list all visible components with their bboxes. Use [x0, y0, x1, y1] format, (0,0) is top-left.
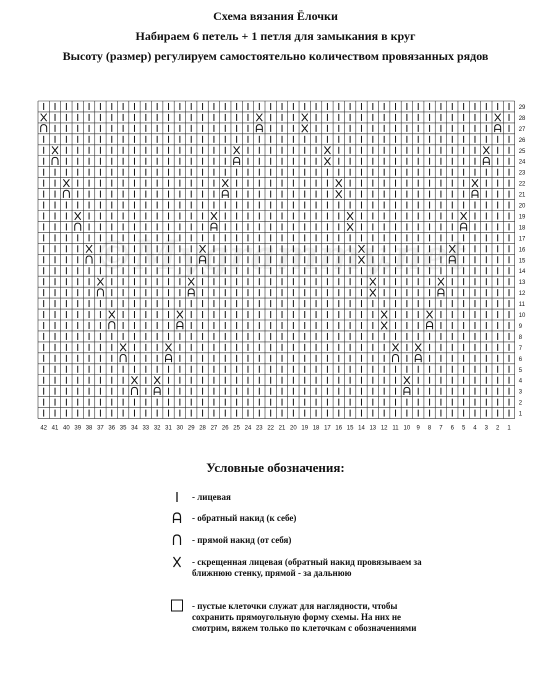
yarn-over-back: [495, 125, 501, 133]
row-label: 29: [518, 104, 526, 111]
twisted-stitch: [472, 179, 478, 187]
row-label: 1: [518, 411, 523, 418]
twisted-stitch: [256, 114, 262, 122]
yarn-over-front: [75, 223, 81, 231]
row-label: 17: [518, 236, 526, 243]
column-label: 8: [427, 425, 432, 432]
row-label: 9: [518, 323, 523, 330]
twisted-stitch: [438, 278, 444, 286]
row-label: 25: [518, 148, 526, 155]
column-label: 4: [473, 425, 477, 432]
column-label: 6: [450, 425, 454, 432]
column-label: 36: [108, 425, 116, 432]
row-label: 11: [518, 302, 525, 309]
yarn-over-back: [234, 157, 240, 165]
yarn-over-front: [63, 190, 69, 198]
column-label: 20: [290, 425, 297, 432]
twisted-stitch: [188, 278, 194, 286]
twisted-stitch: [154, 376, 160, 384]
yarn-over-back: [438, 289, 444, 297]
twisted-stitch: [370, 278, 376, 286]
row-label: 14: [518, 269, 526, 276]
column-label: 1: [507, 425, 511, 432]
yarn-over-front: [41, 125, 47, 133]
column-label: 18: [312, 425, 320, 432]
column-label: 5: [461, 425, 466, 432]
row-label: 26: [518, 137, 526, 144]
column-label: 27: [210, 425, 218, 432]
row-label: 2: [518, 400, 523, 407]
watermark: ©Mygrammy.net: [93, 232, 467, 279]
row-label: 7: [518, 345, 523, 352]
row-label: 22: [518, 181, 526, 188]
yarn-over-front: [393, 355, 399, 363]
column-label: 41: [51, 425, 59, 432]
column-label: 3: [484, 425, 488, 432]
yarn-over-front: [120, 355, 126, 363]
twisted-stitch: [381, 322, 387, 330]
twisted-stitch: [336, 190, 342, 198]
column-label: 21: [278, 425, 286, 432]
twisted-stitch: [234, 146, 240, 154]
twisted-stitch: [415, 344, 421, 352]
legend-text: - прямой накид (от себя): [192, 535, 292, 545]
twisted-stitch: [381, 311, 387, 319]
row-label: 18: [518, 225, 526, 232]
column-label: 25: [233, 425, 240, 432]
column-label: 26: [221, 425, 229, 432]
yarn-over-front: [52, 157, 58, 165]
yarn-over-back: [461, 223, 467, 231]
legend-heading: Условные обозначения:: [206, 460, 345, 475]
twisted-stitch: [120, 344, 126, 352]
column-label: 12: [380, 425, 388, 432]
row-label: 3: [518, 389, 523, 396]
row-label: 8: [518, 334, 523, 341]
row-label: 4: [518, 378, 523, 385]
yarn-over-back: [427, 322, 433, 330]
yarn-over-back: [188, 289, 194, 297]
column-label: 11: [392, 425, 399, 432]
empty-cell-icon: [170, 598, 184, 614]
twisted-stitch: [483, 146, 489, 154]
twisted-stitch: [166, 344, 172, 352]
yarn-over-back: [256, 125, 262, 133]
twisted-stitch: [211, 212, 217, 220]
twisted-stitch: [393, 344, 399, 352]
twisted-stitch: [324, 146, 330, 154]
column-label: 16: [335, 425, 343, 432]
row-label: 6: [518, 356, 523, 363]
column-label: 29: [187, 425, 195, 432]
yarn-over-front: [109, 322, 115, 330]
column-label: 7: [439, 425, 443, 432]
column-label: 32: [153, 425, 161, 432]
yarn-over-back: [222, 190, 228, 198]
yarn-over-back: [154, 387, 160, 395]
yarn-over-back: [472, 190, 478, 198]
height-instruction: Высоту (размер) регулируем самостоятельно количеством провязанных рядов: [62, 49, 489, 63]
column-label: 15: [346, 425, 354, 432]
twisted-stitch: [347, 223, 353, 231]
column-label: 31: [165, 425, 172, 432]
twisted-stitch: [404, 376, 410, 384]
twisted-stitch: [495, 114, 501, 122]
twisted-stitch: [222, 179, 228, 187]
twisted-stitch: [461, 212, 467, 220]
cast-on-instruction: Набираем 6 петель + 1 петля для замыкания в круг: [135, 29, 416, 43]
twisted-stitch: [302, 125, 308, 133]
row-label: 27: [518, 126, 526, 133]
twisted-stitch: [131, 376, 137, 384]
row-label: 10: [518, 313, 526, 320]
knit-stitch-icon: [170, 489, 184, 505]
row-label: 19: [518, 214, 526, 221]
yarn-over-front: [131, 387, 137, 395]
twisted-stitch: [109, 311, 115, 319]
row-label: 28: [518, 115, 526, 122]
legend-text: - скрещенная лицевая (обратный накид провязываем за ближнюю стенку, прямой - за дальнюю: [192, 557, 422, 578]
column-label: 24: [244, 425, 252, 432]
column-label: 19: [301, 425, 309, 432]
twisted-stitch: [370, 289, 376, 297]
column-label: 10: [403, 425, 411, 432]
column-label: 13: [369, 425, 377, 432]
row-label: 20: [518, 203, 526, 210]
legend-text: - обратный накид (к себе): [192, 513, 297, 523]
column-label: 40: [63, 425, 70, 432]
legend-text: - лицевая: [192, 492, 231, 502]
column-label: 30: [176, 425, 184, 432]
column-label: 35: [119, 425, 127, 432]
twisted-stitch: [177, 311, 183, 319]
twisted-stitch: [63, 179, 69, 187]
column-label: 23: [255, 425, 263, 432]
row-label: 12: [518, 291, 526, 298]
twisted-stitch: [324, 157, 330, 165]
twisted-stitch: [41, 114, 47, 122]
yarn-over-back: [404, 387, 410, 395]
row-label: 23: [518, 170, 526, 177]
twisted-stitch: [52, 146, 58, 154]
column-label: 14: [358, 425, 365, 432]
twisted-stitch: [97, 278, 103, 286]
yarn-over-back: [415, 355, 421, 363]
twisted-stitch: [302, 114, 308, 122]
yarn-over-back: [211, 223, 217, 231]
column-label: 42: [40, 425, 48, 432]
yarn-over-front: [97, 289, 103, 297]
column-label: 28: [199, 425, 206, 432]
yarn-over-front-icon: [170, 532, 184, 548]
column-label: 9: [416, 425, 420, 432]
row-label: 13: [518, 280, 526, 287]
column-label: 34: [131, 425, 138, 432]
chart-title: Схема вязания Ёлочки: [213, 9, 338, 23]
yarn-over-back: [483, 157, 489, 165]
twisted-stitch: [336, 179, 342, 187]
yarn-over-back-icon: [170, 510, 184, 526]
twisted-stitch: [347, 212, 353, 220]
row-label: 16: [518, 247, 526, 254]
twisted-knit-icon: [170, 554, 184, 570]
row-label: 21: [518, 192, 526, 199]
yarn-over-back: [177, 322, 183, 330]
column-label: 22: [267, 425, 275, 432]
row-label: 15: [518, 258, 526, 265]
column-label: 37: [97, 425, 104, 432]
twisted-stitch: [75, 212, 81, 220]
column-label: 2: [496, 425, 500, 432]
row-label: 5: [518, 367, 523, 374]
column-label: 17: [324, 425, 331, 432]
row-label: 24: [518, 159, 526, 166]
yarn-over-back: [166, 355, 172, 363]
column-label: 39: [74, 425, 82, 432]
legend-text: - пустые клеточки служат для наглядности, чтобы сохранить прямоугольную форму схемы. На них не смотрим, вяжем только по клеточкам с обозначениями: [192, 601, 417, 633]
twisted-stitch: [427, 311, 433, 319]
column-label: 33: [142, 425, 150, 432]
column-label: 38: [85, 425, 93, 432]
